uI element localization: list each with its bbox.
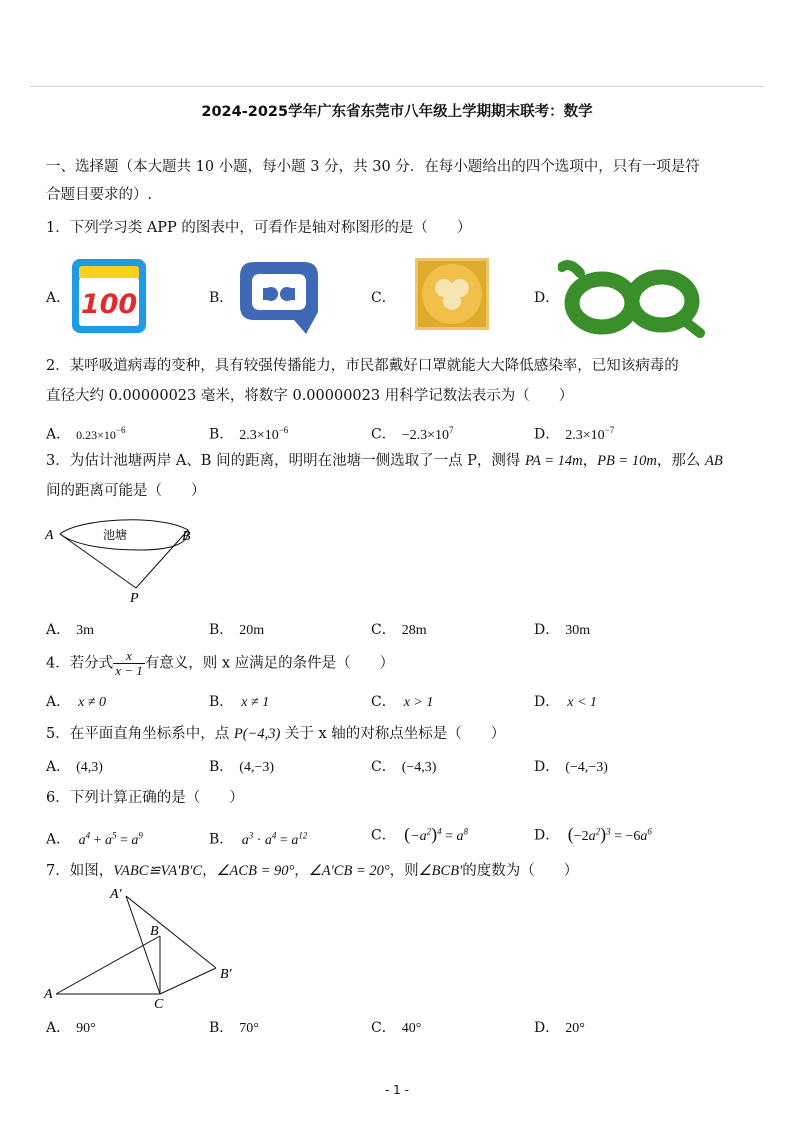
q4-option-b-text: x ≠ 1 [241, 695, 270, 710]
q4-option-a [46, 693, 106, 712]
q7-sep-3: ，则 [389, 863, 419, 879]
q6-option-a: A． $a^4 + a^5 = a^9$ [46, 830, 143, 848]
q2-option-d [534, 421, 614, 445]
q2-stem-line2: 直径大约 0.00000023 毫米，将数字 0.00000023 用科学记数法表示为（ ） [46, 388, 574, 404]
q3-option-c-label: C． [371, 622, 396, 638]
q3-stem-line1: 3．为估计池塘两岸 A、B 间的距离，明明在池塘一侧选取了一点 P，测得 PA = 14m，PB = 10m，那么 AB [46, 453, 723, 469]
q1-option-a-label: A． [46, 290, 71, 306]
q7-stem-pre: 7．如图， [46, 863, 114, 879]
q7-congruence: VABC≌VA′B′C [113, 863, 203, 879]
q2-option-b-label: B． [209, 426, 234, 443]
q3-stem-line2: 间的距离可能是（ ） [46, 483, 206, 499]
chat-bubble-app-icon [234, 256, 324, 338]
q5-option-c-label: C． [371, 759, 396, 775]
q5-option-c-text: (−4,3) [401, 760, 437, 775]
q7-option-c-label: C． [371, 1020, 396, 1036]
page-title: 2024-2025学年广东省东莞市八年级上学期期末联考：数学 [201, 104, 593, 120]
q2-option-d-exp: −7 [604, 425, 615, 435]
pond-label-a: A [45, 528, 54, 543]
q2-option-c [371, 421, 454, 445]
q7-sep-1: ， [202, 863, 217, 879]
q4-stem-pre: 4．若分式 [46, 655, 114, 672]
q4-option-c [371, 693, 433, 712]
q6-option-b-label: B． [209, 831, 234, 848]
q3-option-a [46, 621, 94, 640]
pond-figure [40, 512, 210, 608]
q5-option-b [209, 758, 274, 777]
q5-option-b-text: (4,−3) [239, 760, 275, 775]
q7-option-d [534, 1019, 585, 1038]
q6-option-c-label: C． [371, 827, 396, 844]
q1-option-b-label: B． [209, 290, 234, 306]
q5-option-a-text: (4,3) [76, 760, 103, 775]
pond-label-b: B [182, 529, 191, 544]
q7-option-d-text: 20° [565, 1021, 585, 1036]
q3-stem-text-b: ，那么 [656, 453, 705, 469]
q2-option-c-base: −2.3×10 [401, 427, 450, 443]
triangle-label-a1: A′ [110, 887, 122, 902]
q3-option-a-text: 3m [76, 623, 95, 638]
q7-option-b-text: 70° [239, 1021, 259, 1036]
q2-option-b-exp: −6 [278, 425, 289, 435]
q4-fraction-denominator: x − 1 [115, 663, 143, 678]
pond-label-text: 池塘 [103, 528, 128, 542]
q1-option-d-label: D． [534, 290, 560, 306]
q4-fraction [113, 649, 145, 678]
top-rule [30, 86, 764, 87]
q4-stem [46, 649, 394, 678]
triangle-label-b: B [150, 924, 159, 939]
pond-label-p: P [130, 591, 139, 606]
q4-fraction-numerator: x [113, 649, 145, 664]
q5-stem-pre: 5．在平面直角坐标系中，点 [46, 726, 234, 742]
q2-option-b-base: 2.3×10 [239, 427, 279, 443]
q3-pb: PB = 10m [597, 453, 657, 469]
q2-option-a-exp: −6 [115, 425, 126, 435]
q3-pa: PA = 14m [525, 453, 583, 469]
q5-option-a-label: A． [46, 759, 71, 775]
section-heading-line1: 一、选择题（本大题共 10 小题，每小题 3 分，共 30 分．在每小题给出的四个选项中，只有一项是符 [46, 159, 700, 175]
q7-option-d-label: D． [534, 1020, 560, 1036]
q6-stem: 6．下列计算正确的是（ ） [46, 790, 244, 806]
q2-stem-line1: 2．某呼吸道病毒的变种，具有较强传播能力，市民都戴好口罩就能大大降低感染率，已知该病毒的 [46, 358, 679, 374]
q5-option-d-label: D． [534, 759, 560, 775]
triangle-label-b1: B′ [220, 967, 232, 982]
q2-option-a [46, 421, 125, 444]
triangle-label-c: C [154, 997, 164, 1012]
q4-option-d-label: D． [534, 694, 560, 710]
q7-option-c-text: 40° [401, 1021, 422, 1036]
q3-option-d-label: D． [534, 622, 560, 638]
q3-option-d-text: 30m [565, 623, 591, 638]
q4-option-c-text: x > 1 [403, 695, 434, 710]
q2-option-d-label: D． [534, 426, 560, 443]
q7-option-c [371, 1019, 421, 1038]
q4-option-d-text: x < 1 [567, 695, 597, 710]
q3-option-d [534, 621, 590, 640]
q7-stem-post: 的度数为（ ） [462, 863, 579, 879]
q7-option-b-label: B． [209, 1020, 234, 1036]
q5-option-c [371, 758, 436, 777]
q4-option-a-label: A． [46, 694, 71, 710]
q2-option-d-base: 2.3×10 [565, 427, 605, 443]
page-number: - 1 - [385, 1083, 409, 1097]
q3-option-c-text: 28m [401, 623, 427, 638]
q2-option-c-label: C． [371, 426, 396, 443]
q5-stem-post: 关于 x 轴的对称点坐标是（ ） [280, 726, 506, 742]
q7-angle-a1cb: ∠A′CB = 20° [308, 863, 390, 879]
q2-option-a-label: A． [46, 426, 71, 443]
q4-option-c-label: C． [371, 694, 396, 710]
q6-option-d: D． $(-2a^2)^3 = -6a^6$ [534, 823, 652, 844]
q3-option-c [371, 621, 427, 640]
q4-option-b [209, 693, 269, 712]
q4-option-d [534, 693, 597, 712]
q3-option-a-label: A． [46, 622, 71, 638]
q5-option-d [534, 758, 608, 777]
q6-option-d-label: D． [534, 827, 560, 844]
triangle-label-a: A [44, 987, 53, 1002]
hundred-app-icon [72, 259, 146, 333]
q2-option-a-base: 0.23×10 [76, 427, 116, 442]
infinity-app-icon [558, 257, 708, 339]
q5-option-a [46, 758, 103, 777]
q3-option-b [209, 621, 264, 640]
q3-stem-text-a: 3．为估计池塘两岸 A、B 间的距离，明明在池塘一侧选取了一点 P，测得 [46, 453, 526, 469]
q7-option-a-text: 90° [76, 1021, 96, 1036]
q3-option-b-text: 20m [239, 623, 265, 638]
q5-stem [46, 724, 505, 744]
q3-ab: AB [704, 453, 723, 469]
q2-option-c-exp: 7 [449, 425, 454, 435]
q7-option-a [46, 1019, 96, 1038]
q4-option-a-text: x ≠ 0 [78, 695, 107, 710]
q5-option-b-label: B． [209, 759, 234, 775]
q6-option-a-label: A． [46, 831, 71, 848]
q5-option-d-text: (−4,−3) [565, 760, 608, 775]
q7-stem [46, 861, 578, 881]
q1-option-c-label: C． [371, 290, 396, 306]
q4-stem-post: 有意义，则 x 应满足的条件是（ ） [144, 655, 395, 672]
q3-option-b-label: B． [209, 622, 234, 638]
section-heading-line2: 合题目要求的）. [46, 187, 153, 203]
q6-option-c: C． $(-a^2)^4 = a^8$ [371, 823, 469, 844]
q5-point: P(−4,3) [233, 726, 281, 742]
q7-sep-2: ， [294, 863, 309, 879]
hundred-icon-text: 100 [80, 289, 138, 320]
q7-angle-bcb1: ∠BCB′ [418, 863, 463, 879]
trefoil-app-icon [415, 258, 489, 330]
q7-angle-acb: ∠ACB = 90° [216, 863, 295, 879]
q2-option-b [209, 421, 288, 445]
q7-option-a-label: A． [46, 1020, 71, 1036]
q1-stem: 1．下列学习类 APP 的图表中，可看作是轴对称图形的是（ ） [46, 220, 472, 236]
q4-option-b-label: B． [209, 694, 234, 710]
q6-option-b: B． $a^3 \cdot a^4 = a^{12}$ [209, 830, 308, 848]
q7-option-b [209, 1019, 259, 1038]
triangle-figure [40, 884, 240, 1012]
